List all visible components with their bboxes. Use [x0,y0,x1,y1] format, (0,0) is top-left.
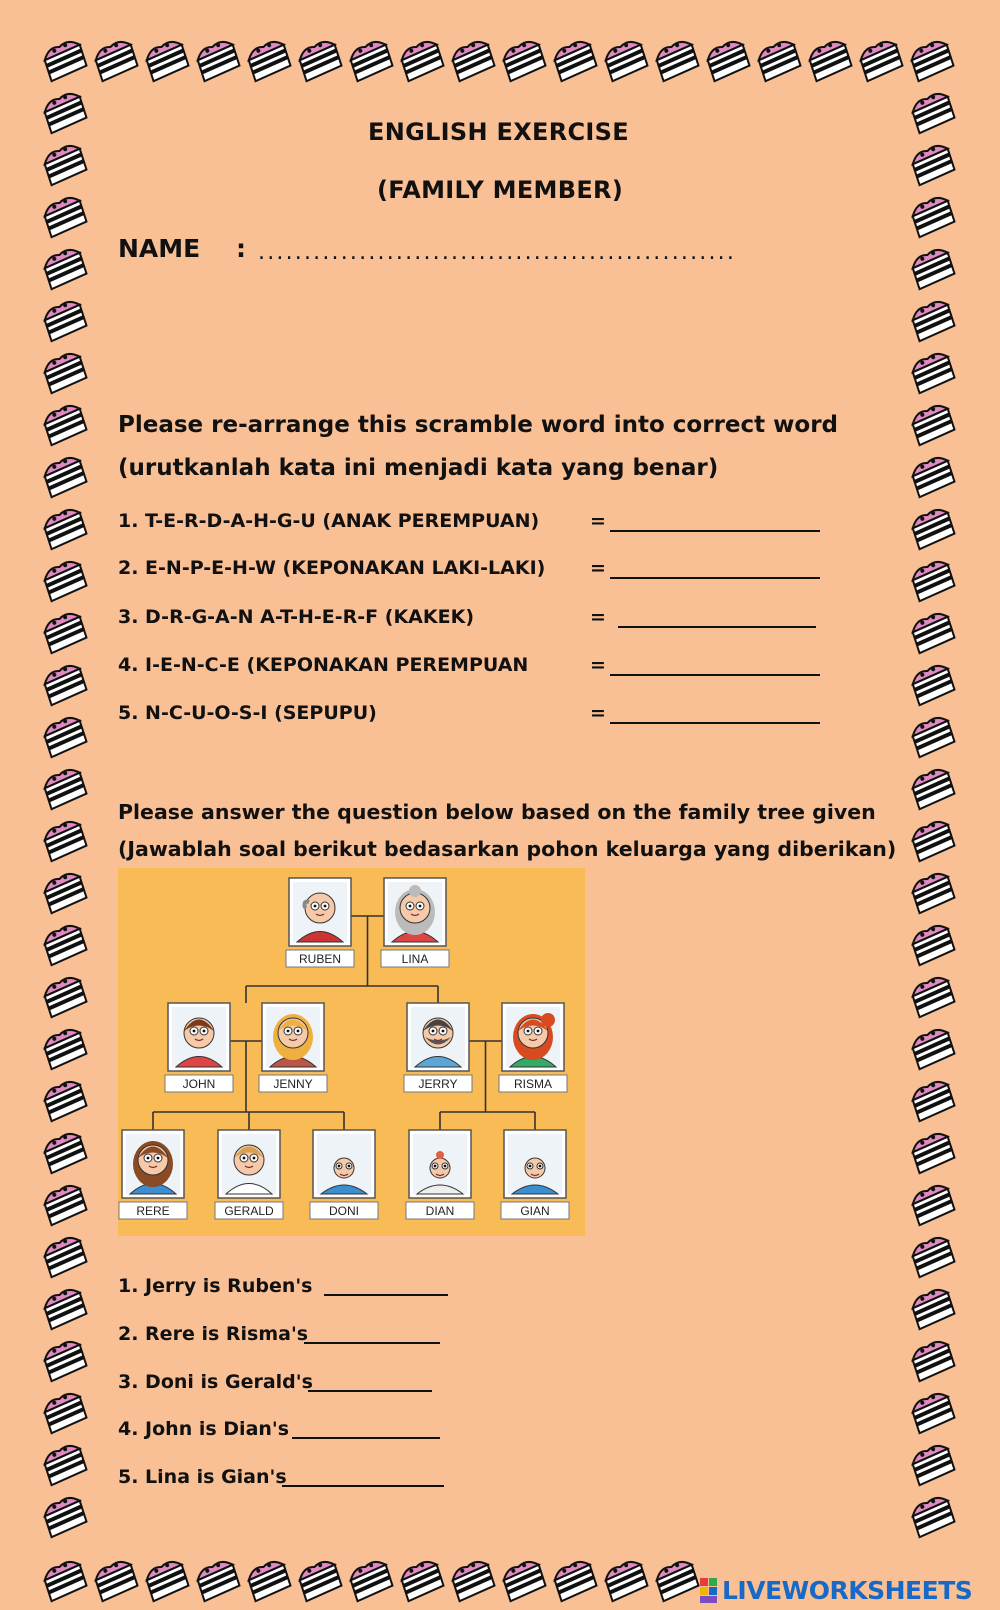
family-member-ruben [286,878,354,967]
cake-slice-icon [40,140,90,190]
cake-slice-icon [193,36,243,86]
answer-blank[interactable] [610,512,820,536]
portrait-pupil [537,1030,540,1033]
cake-slice-icon [908,452,958,502]
portrait-pupil [529,1165,532,1168]
name-tag-label: RISMA [513,1077,553,1091]
section2-instruction-en: Please answer the question below based on the family tree given [118,800,876,824]
cake-slice-icon [908,920,958,970]
cake-slice-icon [40,504,90,554]
cake-slice-icon [908,1024,958,1074]
family-member-john [165,1003,233,1092]
name-tag-label: GERALD [224,1204,274,1218]
equals-sign: = [590,557,606,579]
cake-slice-icon [142,36,192,86]
answer-blank[interactable] [610,559,820,583]
worksheet-subtitle: (FAMILY MEMBER) [377,176,624,204]
cake-slice-icon [40,1440,90,1490]
portrait-pupil [297,1030,300,1033]
cake-slice-icon [91,1556,141,1606]
cake-slice-icon [397,36,447,86]
liveworksheets-logo-text: LIVEWORKSHEETS [722,1576,973,1605]
cake-slice-icon [40,1128,90,1178]
cake-slice-icon [908,1232,958,1282]
name-label: NAME [118,234,201,263]
cake-slice-icon [397,1556,447,1606]
cake-slice-icon [908,556,958,606]
portrait-pupil [157,1157,160,1160]
answer-blank[interactable] [610,656,820,680]
name-tag-label: LINA [401,952,429,966]
scramble-item: 2. E-N-P-E-H-W (KEPONAKAN LAKI-LAKI) [118,557,546,579]
answer-blank[interactable] [308,1372,432,1396]
section2-instruction-id: (Jawablah soal berikut bedasarkan pohon keluarga yang diberikan) [118,837,897,861]
cake-slice-icon [40,972,90,1022]
cake-slice-icon [40,296,90,346]
cake-slice-icon [908,712,958,762]
cake-slice-icon [908,504,958,554]
portrait-pupil [338,1165,341,1168]
portrait-pupil [203,1030,206,1033]
cake-slice-icon [346,1556,396,1606]
cake-slice-icon [601,36,651,86]
portrait-pupil [419,905,422,908]
portrait-pupil [243,1157,246,1160]
answer-blank[interactable] [610,704,820,728]
cake-slice-icon [40,556,90,606]
cake-slice-icon [40,608,90,658]
cake-slice-icon [40,1388,90,1438]
cake-slice-icon [908,348,958,398]
question-item: 4. John is Dian's [118,1418,290,1440]
portrait-pupil [193,1030,196,1033]
scramble-item: 1. T-E-R-D-A-H-G-U (ANAK PEREMPUAN) [118,510,540,532]
cake-slice-icon [754,36,804,86]
cake-slice-icon [908,192,958,242]
name-tag-label: RERE [136,1204,170,1218]
cake-slice-icon [908,1284,958,1334]
cake-slice-icon [40,920,90,970]
cake-slice-icon [805,36,855,86]
portrait-pupil [539,1165,542,1168]
cake-slice-icon [908,608,958,658]
portrait-pupil [287,1030,290,1033]
family-member-gerald [215,1130,283,1219]
question-item: 2. Rere is Risma's [118,1323,309,1345]
family-member-dian [406,1130,474,1219]
cake-slice-icon [40,244,90,294]
portrait-pupil [444,1165,447,1168]
portrait-hair-bow [436,1151,444,1159]
cake-slice-icon [40,1336,90,1386]
equals-sign: = [590,510,606,532]
section1-instruction-en: Please re-arrange this scramble word into correct word [118,412,839,438]
name-tag-label: DONI [329,1204,359,1218]
scramble-item: 3. D-R-G-A-N A-T-H-E-R-F (KAKEK) [118,606,474,628]
cake-slice-icon [908,88,958,138]
cake-slice-icon [652,1556,702,1606]
equals-sign: = [590,654,606,676]
cake-slice-icon [40,1284,90,1334]
cake-slice-icon [40,764,90,814]
cake-slice-icon [40,348,90,398]
cake-slice-icon [40,1556,90,1606]
cake-slice-icon [40,88,90,138]
scramble-item: 5. N-C-U-O-S-I (SEPUPU) [118,702,377,724]
name-tag-label: JERRY [418,1077,458,1091]
cake-slice-icon [908,816,958,866]
cake-slice-icon [40,1492,90,1542]
equals-sign: = [590,702,606,724]
family-member-lina [381,878,449,967]
cake-slice-icon [703,36,753,86]
cake-slice-icon [601,1556,651,1606]
cake-slice-icon [40,1024,90,1074]
equals-sign: = [590,606,606,628]
cake-slice-icon [908,1180,958,1230]
name-colon: : [236,234,246,263]
portrait-pupil [409,905,412,908]
portrait-pupil [432,1030,435,1033]
name-answer-line[interactable]: .................................................... [258,240,737,265]
cake-slice-icon [550,1556,600,1606]
cake-slice-icon [295,1556,345,1606]
cake-slice-icon [907,36,957,86]
cake-slice-icon [91,36,141,86]
cake-slice-icon [908,1440,958,1490]
name-tag-label: JENNY [273,1077,313,1091]
cake-slice-icon [499,1556,549,1606]
answer-blank[interactable] [618,608,816,632]
cake-slice-icon [40,660,90,710]
portrait-pupil [314,905,317,908]
portrait-pupil [434,1165,437,1168]
cake-slice-icon [908,972,958,1022]
cake-slice-icon [908,296,958,346]
cake-slice-icon [244,36,294,86]
family-member-rere [119,1130,187,1219]
liveworksheets-mark-icon [700,1578,718,1604]
name-tag-label: JOHN [182,1077,216,1091]
cake-slice-icon [908,868,958,918]
cake-slice-icon [244,1556,294,1606]
cake-slice-icon [448,1556,498,1606]
portrait-hair-ponytail [541,1013,555,1027]
portrait-pupil [527,1030,530,1033]
cake-slice-icon [40,1180,90,1230]
scramble-item: 4. I-E-N-C-E (KEPONAKAN PEREMPUAN [118,654,529,676]
answer-blank[interactable] [324,1276,448,1300]
name-tag-label: GIAN [520,1204,550,1218]
cake-slice-icon [40,192,90,242]
cake-slice-icon [40,816,90,866]
name-tag-label: DIAN [425,1204,455,1218]
cake-slice-icon [908,1492,958,1542]
portrait-pupil [442,1030,445,1033]
cake-slice-icon [40,868,90,918]
question-item: 3. Doni is Gerald's [118,1371,313,1393]
cake-slice-icon [908,1128,958,1178]
portrait-pupil [253,1157,256,1160]
cake-slice-icon [346,36,396,86]
portrait-hair-bun [409,885,421,897]
cake-slice-icon [908,764,958,814]
cake-slice-icon [40,712,90,762]
cake-slice-icon [908,1388,958,1438]
cake-slice-icon [295,36,345,86]
family-tree-diagram [118,868,585,1236]
worksheet-title: ENGLISH EXERCISE [368,118,629,146]
cake-slice-icon [448,36,498,86]
cake-slice-icon [193,1556,243,1606]
cake-slice-icon [40,400,90,450]
cake-slice-icon [908,660,958,710]
cake-slice-icon [856,36,906,86]
portrait-face [400,893,430,923]
question-item: 5. Lina is Gian's [118,1466,287,1488]
cake-slice-icon [908,400,958,450]
cake-slice-icon [908,140,958,190]
cake-slice-icon [908,244,958,294]
cake-slice-icon [550,36,600,86]
family-member-gian [501,1130,569,1219]
answer-blank[interactable] [282,1467,444,1491]
cake-slice-icon [40,452,90,502]
cake-slice-icon [40,36,90,86]
question-item: 1. Jerry is Ruben's [118,1275,313,1297]
cake-slice-icon [142,1556,192,1606]
answer-blank[interactable] [292,1419,440,1443]
section1-instruction-id: (urutkanlah kata ini menjadi kata yang benar) [118,455,719,481]
cake-slice-icon [40,1076,90,1126]
name-tag-label: RUBEN [298,952,342,966]
family-member-jerry [404,1003,472,1092]
portrait-face [305,893,335,923]
portrait-pupil [324,905,327,908]
cake-slice-icon [908,1076,958,1126]
portrait-pupil [348,1165,351,1168]
cake-slice-icon [908,1336,958,1386]
cake-slice-icon [40,1232,90,1282]
family-member-jenny [259,1003,327,1092]
answer-blank[interactable] [304,1324,440,1348]
family-member-risma [499,1003,567,1092]
portrait-pupil [147,1157,150,1160]
cake-slice-icon [499,36,549,86]
cake-slice-icon [652,36,702,86]
family-member-doni [310,1130,378,1219]
